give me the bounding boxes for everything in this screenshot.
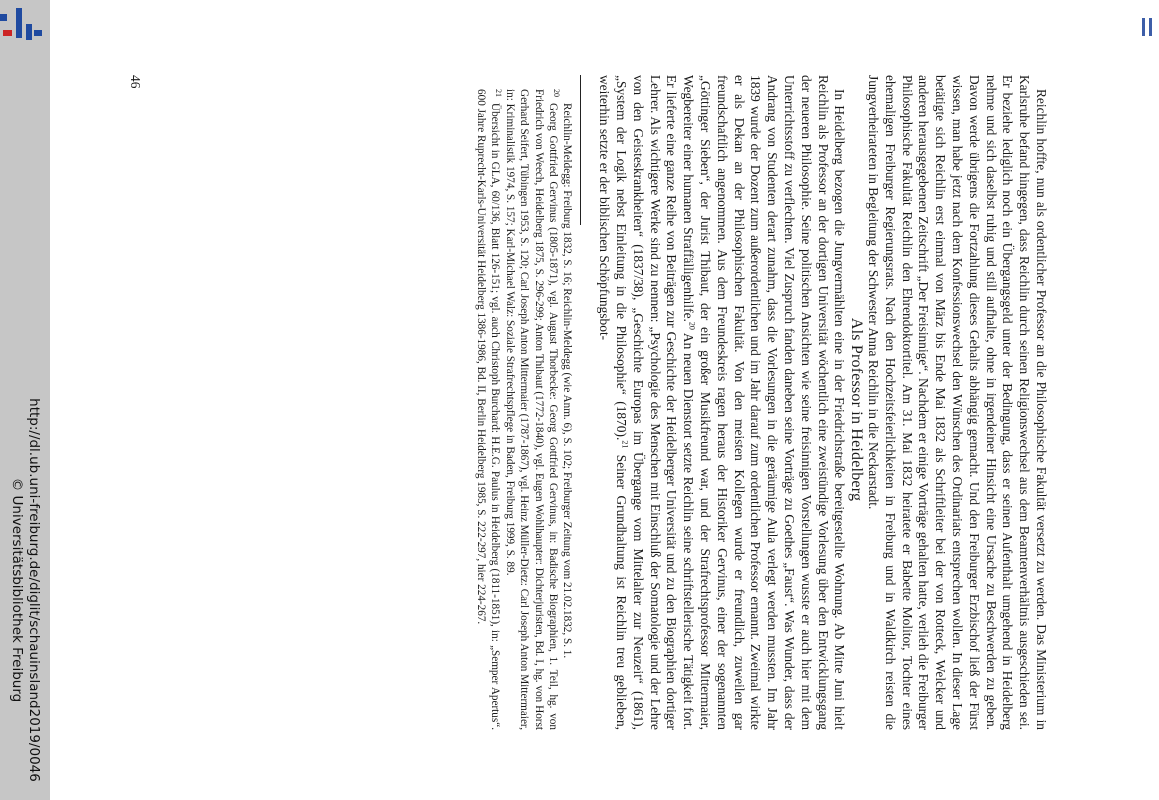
source-info [8, 398, 42, 782]
footnote-19: Reichlin-Meldegg: Freiburg 1832, S. 16; Reichlin-Meldegg (wie Anm. 6), S. 102; Freiburger Zeitung vom 21.02.1832, S. 1. [561, 103, 574, 659]
footnote-ref-20: 20 [687, 321, 697, 330]
page-number: 46 [128, 75, 143, 89]
paragraph-2: In Heidelberg bezogen die Jungvermählten eine in der Friedrichstraße bereitgestellte Wohnung. Ab Mitte Juni hielt Reichlin als Professor an der dortigen Universität wöchentlich eine zweistündige Vorlesung über den Entwicklungsgang der neueren Philosophie. Seine politischen Ansichten wie seine freisinnigen Vorstellungen wusste er auch hier mit dem Unterrichtsstoff zu verflechten. Viel Zuspruch fanden daneben seine Vorträge zu Goethes „Faust“. Was Wunder, dass der Andrang von Studenten derart zunahm, dass die Vorlesungen in die geräumige Aula verlegt werden mussten. Im Jahr 1839 wurde der Dozent zum außerordentlichen und im Jahr darauf zum ordentlichen Professor ernannt. Zweimal wirkte er als Dekan an der Philosophischen Fakultät. Von den meisten Kollegen wurde er freundlich, zuweilen gar freundschaftlich angenommen. Aus dem Freundeskreis ragen heraus der Historiker Gervinus, einer der sogenannten „Göttinger Sieben“, der Jurist Thibaut, der ein großer Musikfreund war, und der Strafrechtsprofessor Mittermaier, Wegbereiter einer humanen Straffälligenhilfe.$^{20}$ An neuen Dienstort setzte Reichlin seine schriftstellerische Tätigkeit fort. Er lieferte eine ganze Reihe von Beiträgen zur Geschichte der Heidelberger Universität und zu den Biographien dortiger Lehrer. Als wichtigere Werke sind zu nennen: „Psychologie des Menschen mit Einschluß der Somatologie und der Lehre von den Geisteskrankheiten“ (1837/38), „Geschichte Europas im Übergange vom Mittelalter zur Neuzeit“ (1861), „System der Logik nebst Einleitung in die Philosophie“ (1870).$^{21}$ Seiner Grundhaltung ist Reichlin treu geblieben, weiterhin setzte er der biblischen Schöpfungsbot- [597, 75, 848, 730]
viewer-sidebar [0, 0, 50, 800]
source-url[interactable]: http://dl.ub.uni-freiburg.de/diglit/schauinsland2019/0046 [26, 398, 42, 782]
section-heading: Als Professor in Heidelberg [848, 317, 866, 502]
footnote-divider [580, 75, 581, 225]
footnote-ref-21: 21 [620, 440, 630, 449]
library-logo-icon [0, 0, 50, 50]
document-page [50, 0, 1159, 800]
footnote-21: 21 Übersicht in GLA, 60/136, Blatt 126-151; vgl. auch Christoph Burchard: H.E.G. Paulus in Heidelberg (1811-1851), in: „Semper Apertus“. 600 Jahre Ruprecht-Karls-Universität Heidelberg 1386-1986, Bd. II, Berlin Heidelberg 1985, S. 222-297, hier 224-267. [475, 89, 504, 730]
copyright-notice: © Universitätsbibliothek Freiburg [9, 477, 25, 703]
paragraph-1: Reichlin hoffte, nun als ordentlicher Professor an die Philosophische Fakultät versetzt zu werden. Das Ministerium in Karlsruhe befand hingegen, dass Reichlin durch seinen Religionswechsel aus dem Beamtenverhältnis ausgeschieden sei. Er beziehe lediglich noch ein Übergangsgeld unter der Bedingung, dass er seinen Aufenthalt umgehend in Heidelberg nehme und sich daselbst ruhig und still aufhalte, ohne in irgendeiner Hinsicht eine Ursache zu Beschwerden zu geben. Davon werde übrigens die Fortzahlung dieses Gehalts abhängig gemacht. Und den Freiburger Erzbischof ließ der Fürst wissen, man habe jetzt nach dem Konfessionswechsel den Wünschen des Ordinariats entsprechen wollen. In dieser Lage betätigte sich Reichlin erst einmal von März bis Ende Mai 1832 als Schriftleiter bei der von Rotteck, Welcker und anderen herausgegebenen Zeitschrift „Der Freisinnige“. Nachdem er einige Vorträge gehalten hatte, verlieh die Freiburger Philosophische Fakultät Reichlin den Ehrendoktortitel. Am 31. Mai 1832 heiratete er Babette Molitor, Tochter eines ehemaligen Freiburger Regierungsrats. Nach den Hochzeitsfeierlichkeiten in Freiburg und in Waldkirch reisten die Jungverheirateten in Begleitung der Schwester Anna Reichlin in die Neckarstadt. [866, 75, 1049, 730]
page-body [474, 75, 1049, 730]
footnote-20: 20 Georg Gottfried Gervinus (1805-1871), vgl. August Thorbecke: Georg Gottfried Gervinus, in: Badische Biographien, 1. Teil, hg. von Friedrich von Weech, Heidelberg 1875, S. 296-299; Anton Thibaut (1772-1840), vgl. Eugen Wohlhaupter: Dichterjuristen, Bd. I, hg. von Horst Gerhard Seifert, Tübingen 1953, S. 120; Carl Joseph Anton Mittermaier (1787-1867), vgl. Heinz Müller-Dietz: Carl Joseph Anton Mittermaier, in: Kriminalistik 1974, S. 157; Karl-Michael Walz: Soziale Strafrechtspflege in Baden, Freiburg 1999, S. 89. [503, 89, 562, 730]
